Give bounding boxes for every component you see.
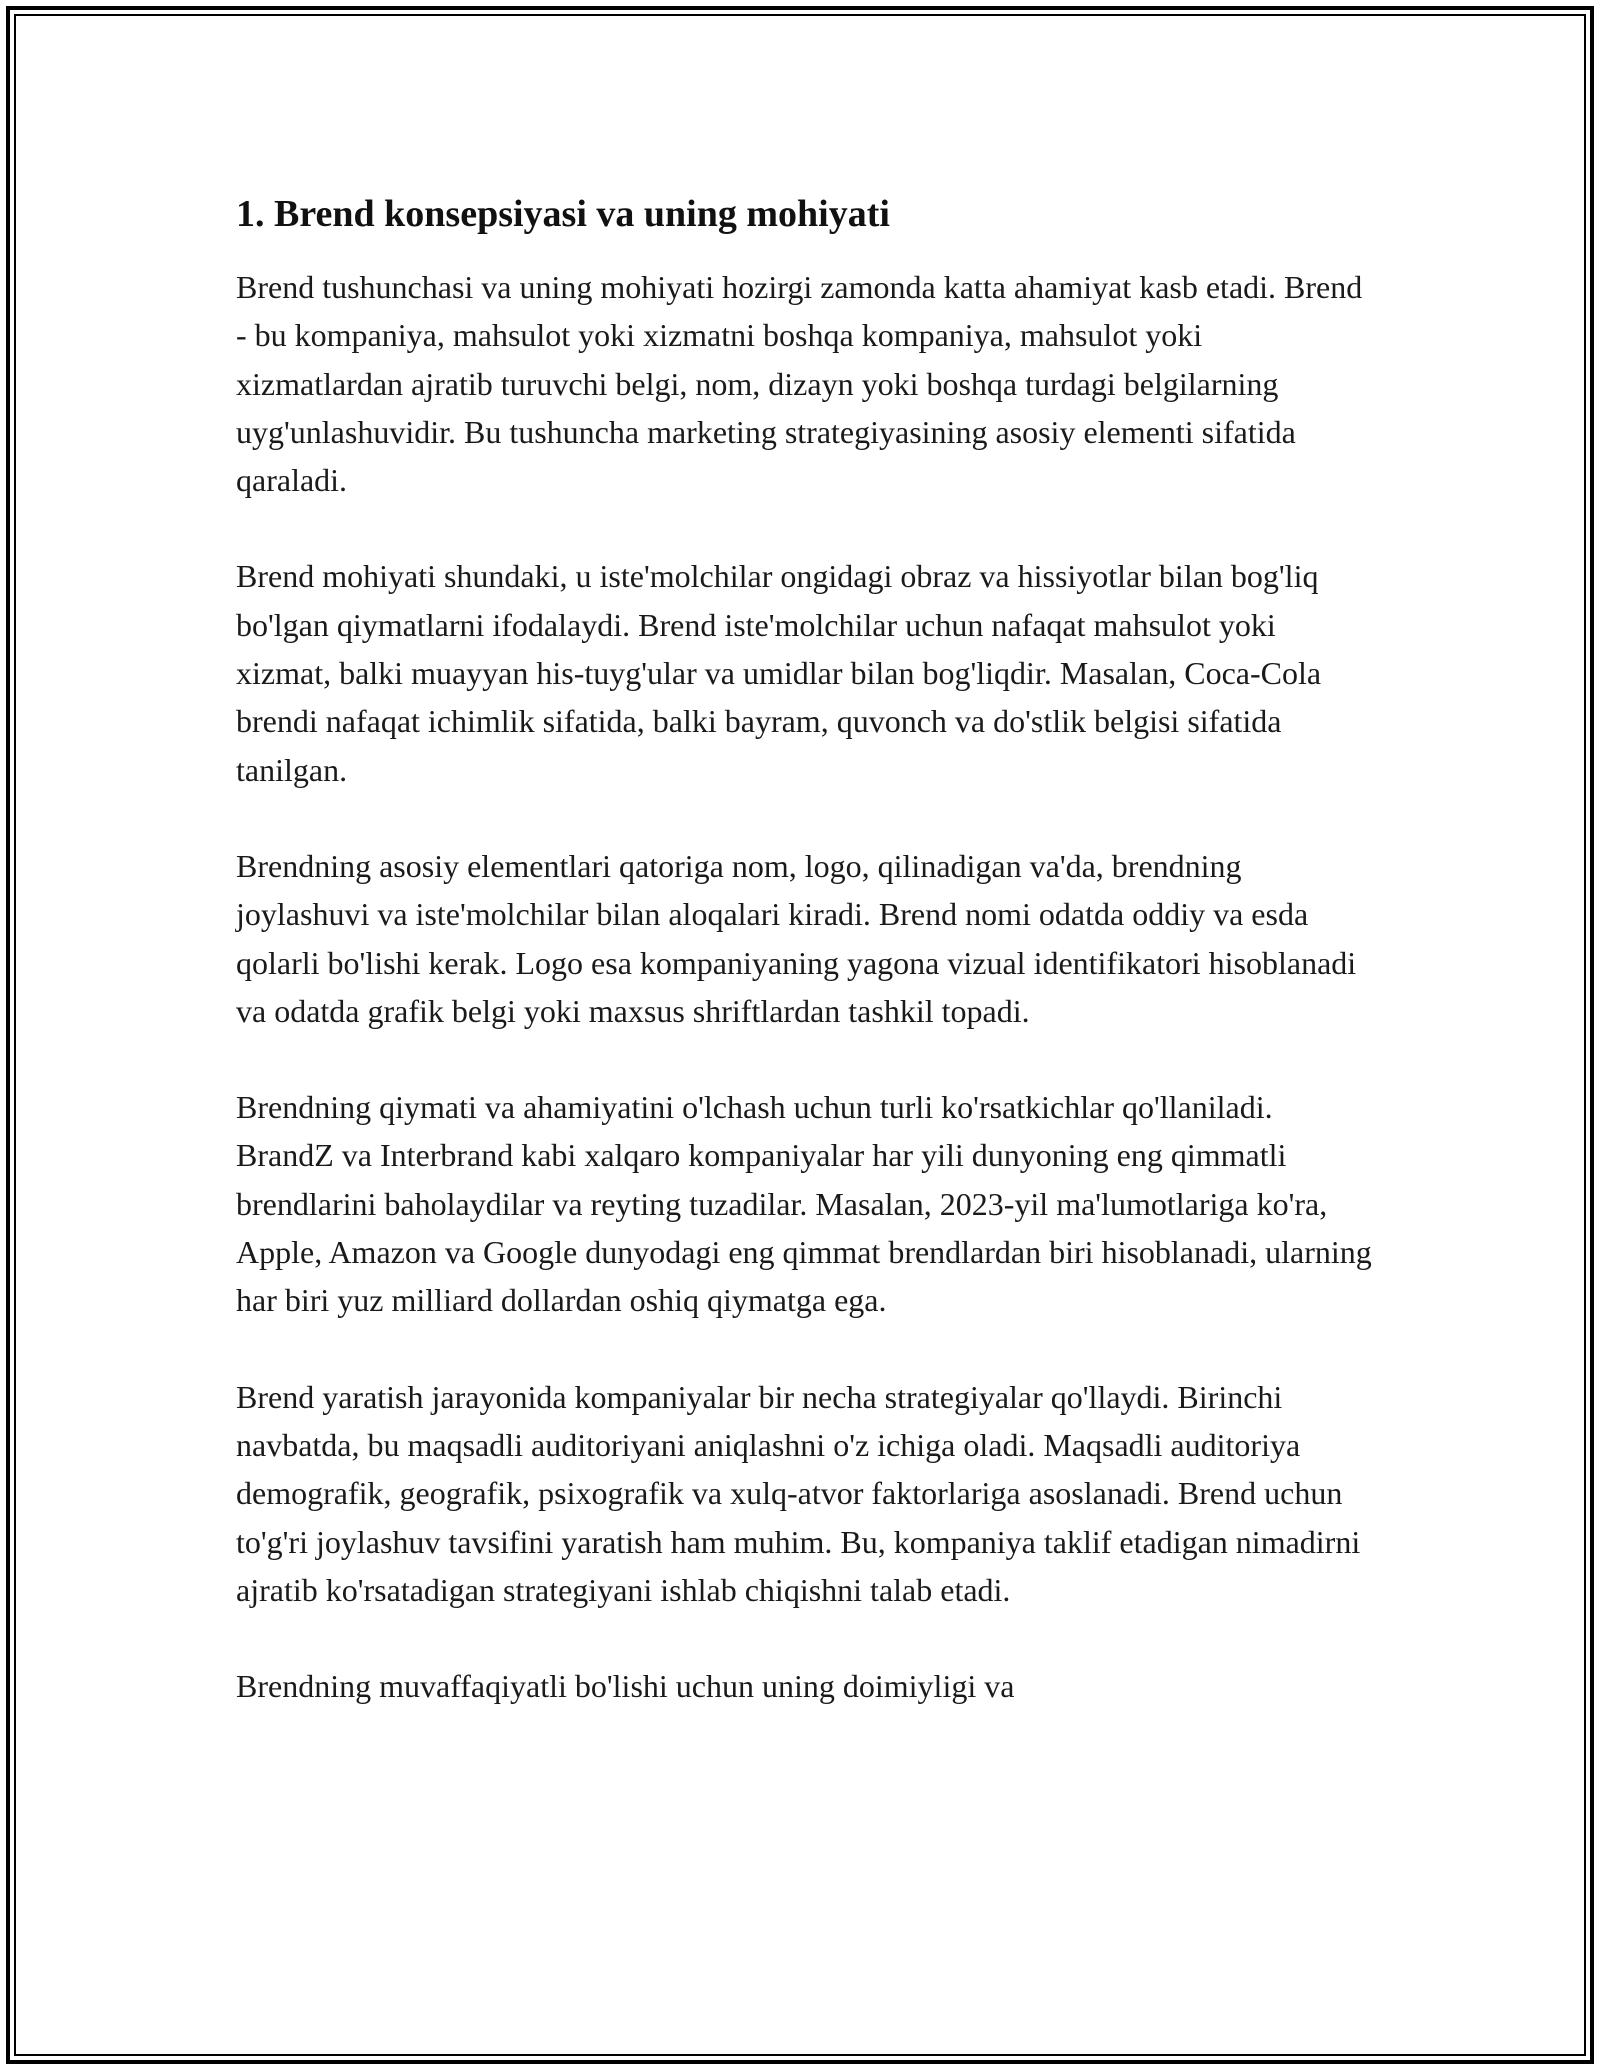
paragraph-4: Brendning qiymati va ahamiyatini o'lchash uchun turli ko'rsatkichlar qo'llaniladi. BrandZ va Interbrand kabi xalqaro kompaniyalar har yili dunyoning eng qimmatli brendlarini baholaydilar va reyting tuzadilar. Masalan, 2023-yil ma'lumotlariga ko'ra, Apple, Amazon va Google dunyodagi eng qimmat brendlardan biri hisoblanadi, ularning har biri yuz milliard dollardan oshiq qiymatga ega. — [236, 1089, 1372, 1319]
section-heading: 1. Brend konsepsiyasi va uning mohiyati — [236, 193, 890, 235]
paragraph-1: Brend tushunchasi va uning mohiyati hozirgi zamonda katta ahamiyat kasb etadi. Brend - bu kompaniya, mahsulot yoki xizmatni boshqa kompaniya, mahsulot yoki xizmatlardan ajratib turuvchi belgi, nom, dizayn yoki boshqa turdagi belgilarning uyg'unlashuvidir. Bu tushuncha marketing strategiyasining asosiy elementi sifatida qaraladi. — [236, 269, 1363, 499]
paragraph-6: Brendning muvaffaqiyatli bo'lishi uchun uning doimiyligi va — [236, 1668, 1015, 1705]
paragraph-5: Brend yaratish jarayonida kompaniyalar bir necha strategiyalar qo'llaydi. Birinchi navbatda, bu maqsadli auditoriyani aniqlashni o'z ichiga oladi. Maqsadli auditoriya demografik, geografik, psixografik va xulq-atvor faktorlariga asoslanadi. Brend uchun to'g'ri joylashuv tavsifini yaratish ham muhim. Bu, kompaniya taklif etadigan nimadirni ajratib ko'rsatadigan strategiyani ishlab chiqishni talab etadi. — [236, 1378, 1361, 1608]
paragraph-2: Brend mohiyati shundaki, u iste'molchilar ongidagi obraz va hissiyotlar bilan bog'liq bo'lgan qiymatlarni ifodalaydi. Brend iste'molchilar uchun nafaqat mahsulot yoki xizmat, balki muayyan his-tuyg'ular va umidlar bilan bog'liqdir. Masalan, Coca-Cola brendi nafaqat ichimlik sifatida, balki bayram, quvonch va do'stlik belgisi sifatida tanilgan. — [236, 558, 1322, 788]
paragraph-3: Brendning asosiy elementlari qatoriga nom, logo, qilinadigan va'da, brendning joylashuvi va iste'molchilar bilan aloqalari kiradi. Brend nomi odatda oddiy va esda qolarli bo'lishi kerak. Logo esa kompaniyaning yagona vizual identifikatori hisoblanadi va odatda grafik belgi yoki maxsus shriftlardan tashkil topadi. — [236, 847, 1357, 1029]
document-body — [236, 185, 1376, 1758]
